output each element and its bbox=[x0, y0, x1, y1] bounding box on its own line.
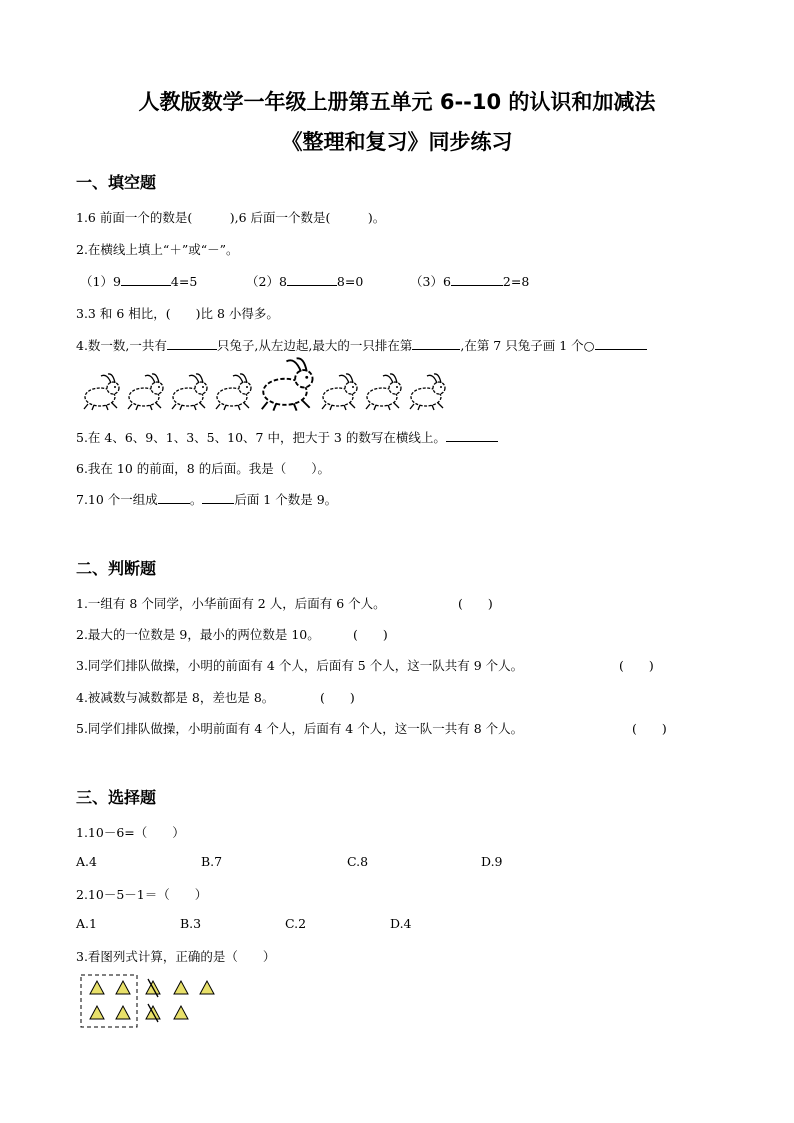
rabbit-icon bbox=[128, 374, 163, 410]
fill-question-1: 1.6 前面一个的数是( ),6 后面一个数是( )。 bbox=[76, 210, 386, 225]
fill-question-2c bbox=[410, 272, 529, 290]
q2a-blank[interactable] bbox=[121, 273, 171, 286]
q7-text-a: 7.10 个一组成 bbox=[76, 492, 158, 507]
choice-1-option-d[interactable]: D.9 bbox=[481, 854, 503, 869]
choice-1-option-b[interactable]: B.7 bbox=[201, 854, 223, 869]
document-title-line-1: 人教版数学一年级上册第五单元 6--10 的认识和加减法 bbox=[138, 90, 656, 114]
triangle-icon bbox=[174, 1006, 188, 1019]
q7-text-c: 后面 1 个数是 9。 bbox=[234, 492, 338, 507]
tf-question-3: 3.同学们排队做操，小明的前面有 4 个人，后面有 5 个人，这一队共有 9 个人。 bbox=[76, 658, 524, 673]
q2b-right: 8=0 bbox=[336, 274, 364, 289]
rabbit-icon bbox=[410, 374, 445, 410]
triangles-figure bbox=[80, 970, 228, 1032]
q2c-left: （3）6 bbox=[410, 274, 451, 289]
fill-question-6: 6.我在 10 的前面，8 的后面。我是（ ）。 bbox=[76, 461, 330, 476]
q5-blank[interactable] bbox=[446, 429, 498, 442]
triangle-icon bbox=[116, 981, 130, 994]
triangle-icon bbox=[200, 981, 214, 994]
q4-text-c: ,在第 7 只兔子画 1 个○ bbox=[460, 338, 595, 353]
q2c-right: 2=8 bbox=[502, 274, 530, 289]
q4-blank-1[interactable] bbox=[167, 337, 217, 350]
q7-blank-1[interactable] bbox=[158, 491, 190, 504]
fill-question-3: 3.3 和 6 相比，( )比 8 小得多。 bbox=[76, 306, 279, 321]
q7-text-b: 。 bbox=[189, 492, 203, 507]
section-fill-in-heading: 一、填空题 bbox=[76, 173, 157, 192]
q4-blank-2[interactable] bbox=[412, 337, 460, 350]
q4-text-b: 只兔子,从左边起,最大的一只排在第 bbox=[216, 338, 413, 353]
triangle-icon bbox=[174, 981, 188, 994]
rabbit-icon bbox=[84, 374, 119, 410]
triangle-icon bbox=[90, 1006, 104, 1019]
choice-question-2: 2.10－5－1＝（ ） bbox=[76, 887, 208, 902]
tf-answer-1[interactable]: ( ) bbox=[458, 596, 493, 611]
q2b-blank[interactable] bbox=[287, 273, 337, 286]
rabbit-icon bbox=[172, 374, 207, 410]
tf-answer-5[interactable]: ( ) bbox=[632, 721, 667, 736]
tf-question-2: 2.最大的一位数是 9，最小的两位数是 10。 bbox=[76, 627, 320, 642]
choice-2-option-a[interactable]: A.1 bbox=[76, 916, 97, 931]
section-choice-heading: 三、选择题 bbox=[76, 788, 157, 807]
choice-1-option-a[interactable]: A.4 bbox=[76, 854, 97, 869]
tf-question-4: 4.被减数与减数都是 8，差也是 8。 bbox=[76, 690, 275, 705]
tf-answer-2[interactable]: ( ) bbox=[353, 627, 388, 642]
rabbits-figure bbox=[78, 357, 468, 415]
fill-question-7 bbox=[76, 490, 337, 508]
q2a-left: （1）9 bbox=[80, 274, 121, 289]
choice-2-option-c[interactable]: C.2 bbox=[285, 916, 307, 931]
choice-2-option-d[interactable]: D.4 bbox=[390, 916, 412, 931]
triangle-icon bbox=[90, 981, 104, 994]
q5-text: 5.在 4、6、9、1、3、5、10、7 中，把大于 3 的数写在横线上。 bbox=[76, 430, 446, 445]
q2c-blank[interactable] bbox=[451, 273, 503, 286]
tf-question-1: 1.一组有 8 个同学，小华前面有 2 人，后面有 6 个人。 bbox=[76, 596, 386, 611]
section-true-false-heading: 二、判断题 bbox=[76, 559, 157, 578]
choice-question-1: 1.10－6=（ ） bbox=[76, 825, 185, 840]
triangle-icon bbox=[116, 1006, 130, 1019]
rabbit-icon bbox=[216, 374, 251, 410]
fill-question-4 bbox=[76, 336, 647, 354]
rabbit-icon bbox=[322, 374, 357, 410]
rabbit-icon bbox=[262, 358, 313, 410]
choice-2-option-b[interactable]: B.3 bbox=[180, 916, 202, 931]
q4-blank-3[interactable] bbox=[595, 337, 647, 350]
document-title-line-2: 《整理和复习》同步练习 bbox=[281, 130, 513, 154]
tf-question-5: 5.同学们排队做操，小明前面有 4 个人，后面有 4 个人，这一队一共有 8 个人。 bbox=[76, 721, 524, 736]
tf-answer-3[interactable]: ( ) bbox=[619, 658, 654, 673]
fill-question-5 bbox=[76, 428, 498, 446]
fill-question-2b bbox=[246, 272, 363, 290]
fill-question-2a bbox=[80, 272, 197, 290]
q7-blank-2[interactable] bbox=[202, 491, 234, 504]
q2a-right: 4=5 bbox=[170, 274, 198, 289]
q4-text-a: 4.数一数,一共有 bbox=[76, 338, 167, 353]
rabbit-icon bbox=[366, 374, 401, 410]
fill-question-2: 2.在横线上填上“＋”或“－”。 bbox=[76, 242, 239, 257]
choice-1-option-c[interactable]: C.8 bbox=[347, 854, 369, 869]
q2b-left: （2）8 bbox=[246, 274, 287, 289]
choice-question-3: 3.看图列式计算，正确的是（ ） bbox=[76, 949, 276, 964]
tf-answer-4[interactable]: ( ) bbox=[320, 690, 355, 705]
